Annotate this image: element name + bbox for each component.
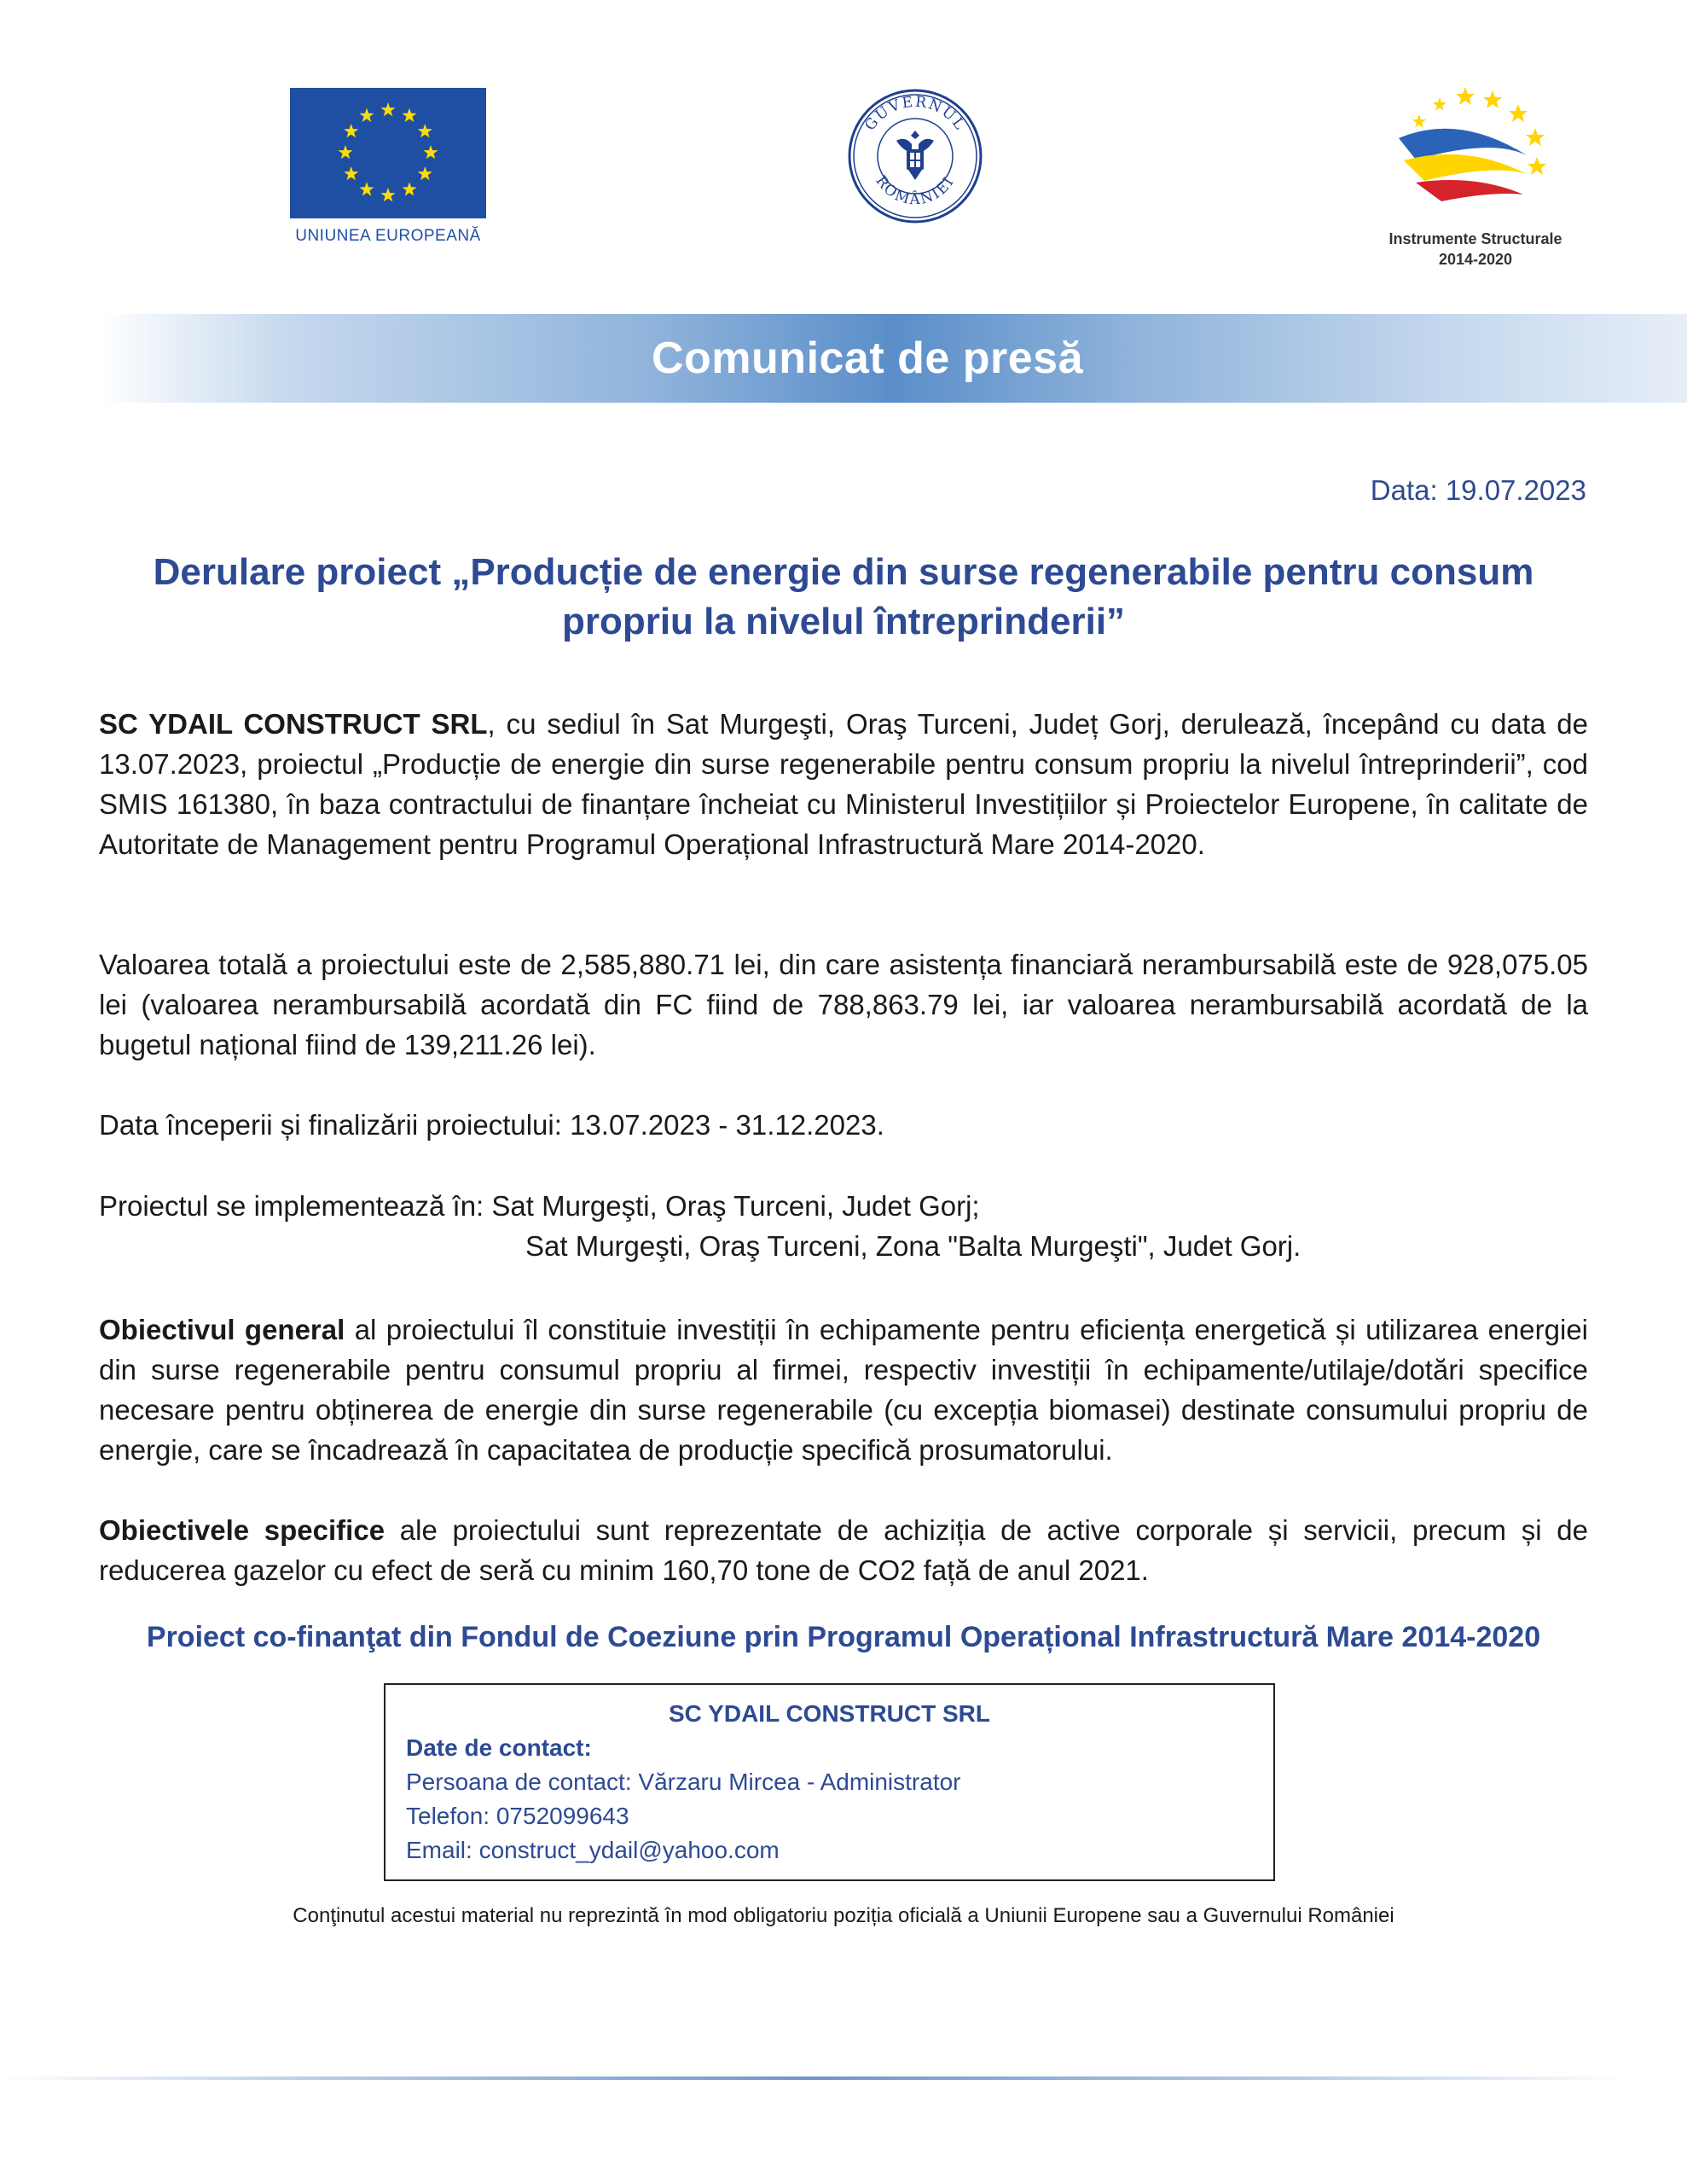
svg-text:ROMÂNIEI: ROMÂNIEI [872, 172, 959, 209]
paragraph-value: Valoarea totală a proiectului este de 2,585,880.71 lei, din care asistența financiară nerambursabilă este de 928,075.05 lei (valoarea nerambursabilă acordată din FC fiind de 788,863.79 lei, iar valoarea nerambursabilă acordată de la bugetul național fiind de 139,211.26 lei). [99, 949, 1588, 1060]
specific-objectives-text: ale proiectului sunt reprezentate de achiziția de active corporale și servicii, precum și de reducerea gazelor cu efect de seră cu minim 160,70 tone de CO2 față de anul 2021. [99, 1514, 1588, 1586]
eu-flag-icon [290, 88, 486, 218]
release-date: Data: 19.07.2023 [1370, 474, 1586, 506]
government-seal [847, 88, 983, 224]
eu-star-icon [402, 108, 416, 122]
structural-instruments-caption-1: Instrumente Structurale [1388, 230, 1562, 247]
project-title-line-2: propriu la nivelul întreprinderii” [561, 601, 1126, 642]
eu-caption: UNIUNEA EUROPEANĂ [295, 227, 481, 245]
contact-company: SC YDAIL CONSTRUCT SRL [669, 1700, 990, 1727]
structural-instruments-logo [1365, 78, 1586, 269]
paragraph-general-objective [99, 1310, 1588, 1470]
disclaimer: Conţinutul acestui material nu reprezintă în mod obligatoriu poziția oficială a Uniunii Europene sau a Guvernului României [293, 1904, 1394, 1927]
location-line-1: Proiectul se implementează în: Sat Murgeşti, Oraş Turceni, Judet Gorj; [99, 1190, 980, 1222]
banner-title: Comunicat de presă [651, 334, 1084, 383]
contact-phone: Telefon: 0752099643 [406, 1803, 629, 1829]
government-seal-icon [847, 88, 983, 224]
eu-star-icon [418, 166, 432, 180]
project-title [99, 548, 1588, 647]
intro-text: , cu sediul în Sat Murgeşti, Oraş Turceni, Județ Gorj, derulează, începând cu data de 13.07.2023, proiectul „Producție de energie din surse regenerabile pentru consum propriu la nivelul întreprinderii”, cod SMIS 161380, în baza contractului de finanțare încheiat cu Ministerul Investițiilor și Proiectelor Europene, în calitate de Autoritate de Management pentru Programul Operațional Infrastructură Mare 2014-2020. [99, 708, 1588, 860]
eu-star-icon [344, 124, 358, 137]
contact-box [384, 1683, 1275, 1881]
contact-heading: Date de contact: [406, 1734, 592, 1761]
bottom-divider [0, 2077, 1629, 2080]
eu-star-icon [338, 145, 352, 159]
specific-objectives-label: Obiectivele specifice [99, 1514, 386, 1546]
structural-instruments-icon [1365, 78, 1586, 224]
contact-person: Persoana de contact: Vărzaru Mircea - Administrator [406, 1769, 961, 1795]
paragraph-intro [99, 704, 1588, 864]
eu-star-icon [402, 182, 416, 195]
eu-star-icon [359, 182, 374, 195]
general-objective-label: Obiectivul general [99, 1314, 345, 1345]
cofinance-statement: Proiect co-finanţat din Fondul de Coeziune prin Programul Operațional Infrastructură Mare 2014-2020 [146, 1621, 1541, 1653]
eu-star-icon [418, 124, 432, 137]
eu-logo [290, 88, 486, 246]
eu-star-icon [344, 166, 358, 180]
project-title-line-1: Derulare proiect „Producție de energie din surse regenerabile pentru consum [153, 551, 1534, 593]
svg-text:GUVERNUL: GUVERNUL [861, 93, 969, 135]
press-release-banner [99, 314, 1687, 403]
eu-star-icon [380, 102, 395, 116]
eu-star-icon [359, 108, 374, 122]
contact-email: Email: construct_ydail@yahoo.com [406, 1837, 780, 1863]
paragraph-location [99, 1186, 1588, 1266]
paragraph-specific-objectives [99, 1510, 1588, 1590]
general-objective-text: al proiectului îl constituie investiții în echipamente pentru eficiența energetică și utilizarea energiei din surse regenerabile pentru consumul propriu al firmei, respectiv investiții în echipamente/utilaje/dotări specifice necesare pentru obținerea de energie din surse regenerabile (cu excepția biomasei) destinate consumului propriu de energie, care se încadrează în capacitatea de producție specifică prosumatorului. [99, 1314, 1588, 1466]
company-name: SC YDAIL CONSTRUCT SRL [99, 708, 488, 740]
paragraph-dates: Data începerii și finalizării proiectului: 13.07.2023 - 31.12.2023. [99, 1109, 884, 1141]
eu-star-icon [423, 145, 438, 159]
structural-instruments-caption-2: 2014-2020 [1438, 251, 1513, 268]
eu-star-icon [380, 188, 395, 201]
location-line-2: Sat Murgeşti, Oraş Turceni, Zona "Balta Murgeşti", Judet Gorj. [525, 1230, 1301, 1262]
